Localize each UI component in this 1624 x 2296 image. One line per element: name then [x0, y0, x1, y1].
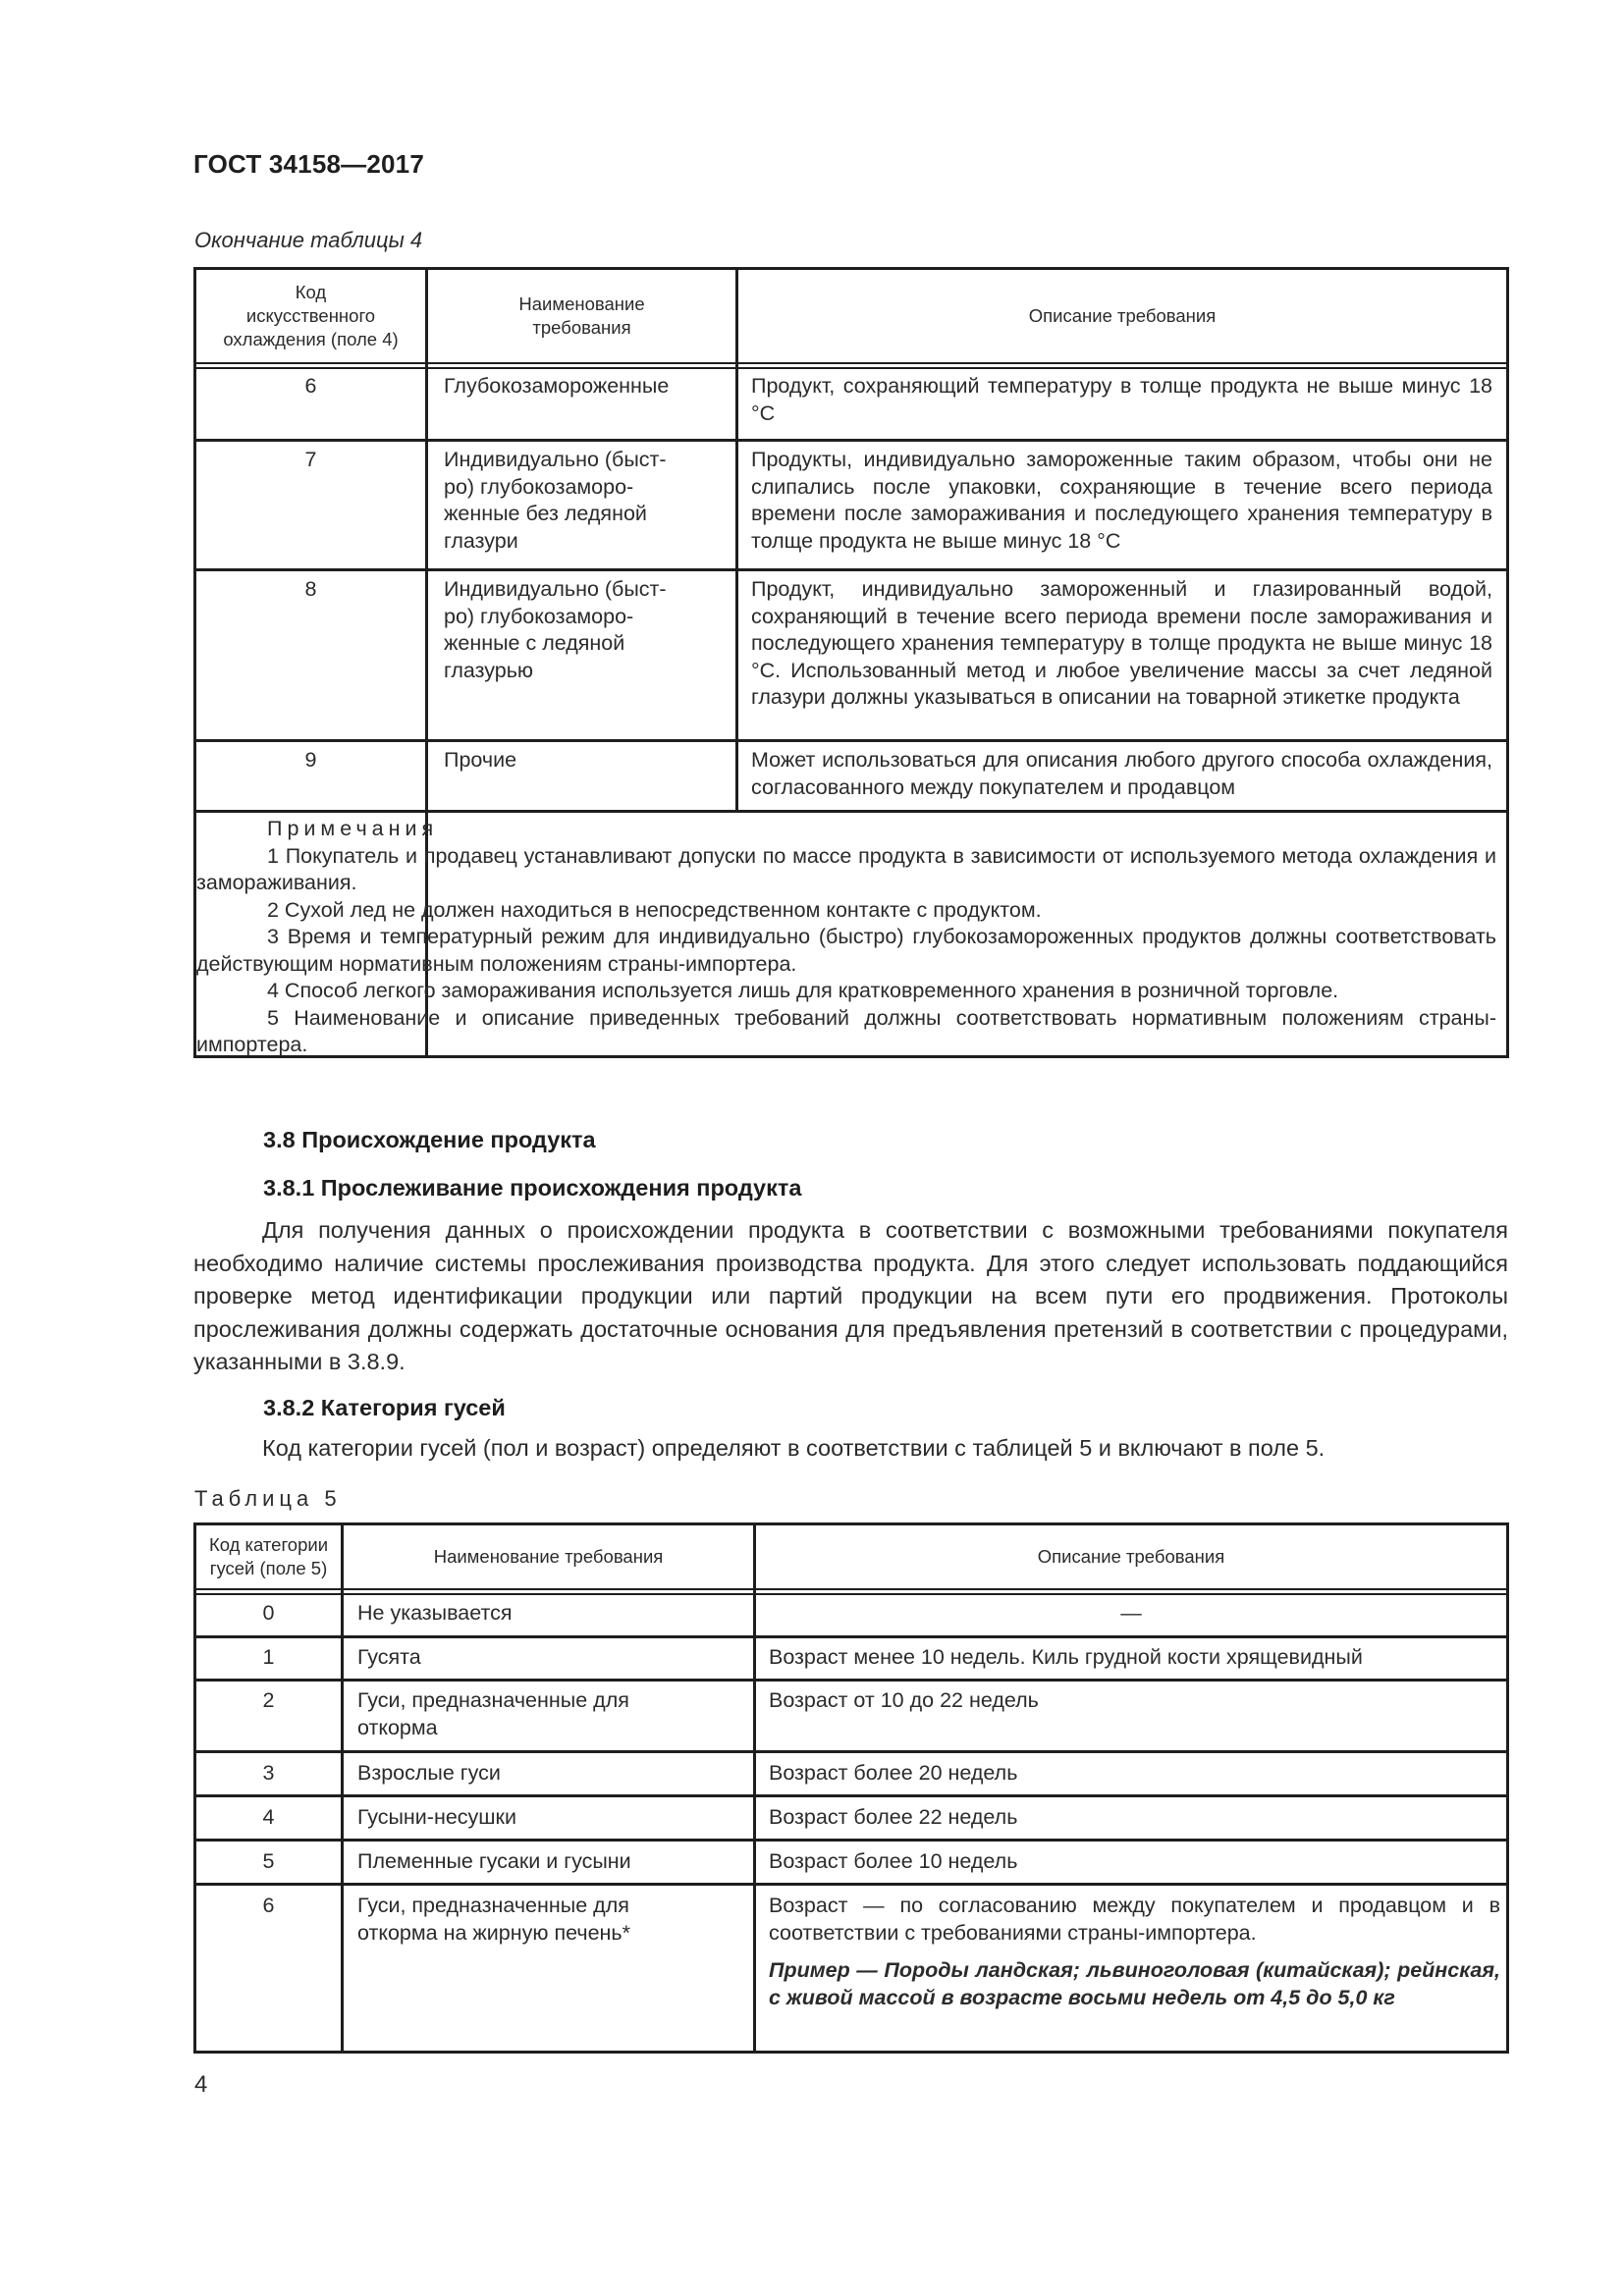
table4-row-sep-8 [196, 739, 1506, 742]
table4-row6-code: 6 [304, 374, 317, 398]
table5-row0-name: Не указывается [357, 1601, 513, 1625]
table4-row8-description: Продукт, индивидуально замороженный и глазированный водой, сохраняющий в течение всего периода времени после замораживания и последующего хранения температуру в толще продукта не выше минус 18 °С. Использованный метод и любое увеличение массы за счет ледяной глазури должны указываться в описании на товарной этикетке продукта [751, 577, 1492, 709]
table5-row3-code: 3 [262, 1761, 275, 1785]
section-3-8-2-paragraph: Код категории гусей (пол и возраст) определяют в соответствии с таблицей 5 и включают в поле 5. [262, 1435, 1326, 1461]
table4-continuation-caption: Окончание таблицы 4 [194, 228, 423, 252]
page-number: 4 [194, 2071, 208, 2098]
table5-row6-name: Гуси, предназначенные для откорма на жирную печень* [357, 1894, 630, 1945]
table4-row8-code: 8 [304, 577, 317, 601]
table5-row3-description: Возраст более 20 недель [769, 1761, 1018, 1785]
table5-row0-description: — [1120, 1601, 1142, 1625]
table5-row-sep-4 [196, 1839, 1506, 1842]
table4-row8-name: Индивидуально (быст- ро) глубокозаморо- женные с ледяной глазурью [444, 577, 667, 682]
note-1: 1 Покупатель и продавец устанавливают допуски по массе продукта в зависимости от используемого метода охлаждения и замораживания. [196, 843, 1496, 894]
table5-row5-code: 5 [262, 1849, 275, 1873]
section-3-8-1-heading: 3.8.1 Прослеживание происхождения продукта [263, 1175, 802, 1201]
table4-row-sep-7 [196, 568, 1506, 571]
table4-row9-name: Прочие [444, 748, 517, 772]
table5-row2-description: Возраст от 10 до 22 недель [769, 1688, 1039, 1712]
table-4 [193, 267, 1509, 1058]
table5-row-sep-2 [196, 1750, 1506, 1753]
table5-header-code: Код категории гусей (поле 5) [208, 1534, 329, 1578]
table5-row-sep-0 [196, 1635, 1506, 1638]
table5-header-line-b [196, 1593, 1506, 1595]
table5-header-name: Наименование требования [433, 1546, 664, 1567]
table4-header-line-a [196, 362, 1506, 364]
table4-row7-code: 7 [304, 448, 317, 471]
table5-row4-name: Гусыни-несушки [357, 1805, 516, 1829]
note-4: 4 Способ легкого замораживания используется лишь для кратковременного хранения в розничной торговле. [267, 979, 1339, 1002]
table4-header-line-b [196, 367, 1506, 369]
table4-row6-name: Глубокозамороженные [444, 374, 670, 398]
table5-row4-code: 4 [262, 1805, 275, 1829]
section-3-8-1-paragraph: Для получения данных о происхождении продукта в соответствии с возможными требованиями покупателя необходимо наличие системы прослеживания производства продукта. Для этого следует использовать поддающийся проверке метод идентификации продукции или партий продукции на всем пути его продвижения. Протоколы прослеживания должны содержать достаточные основания для предъявления претензий в соответствии с процедурами, указанными в 3.8.9. [193, 1217, 1508, 1374]
table5-row6-description: Возраст — по согласованию между покупателем и продавцом и в соответствии с требованиями страны-импортера. [769, 1894, 1500, 1945]
table5-row1-description: Возраст менее 10 недель. Киль грудной кости хрящевидный [769, 1645, 1363, 1669]
table4-row9-description: Может использоваться для описания любого другого способа охлаждения, согласованного между покупателем и продавцом [751, 748, 1492, 799]
table5-row1-code: 1 [262, 1645, 275, 1669]
table5-row3-name: Взрослые гуси [357, 1761, 501, 1785]
note-5: 5 Наименование и описание приведенных требований должны соответствовать нормативным положениям страны-импортера. [196, 1005, 1496, 1056]
table5-row-sep-1 [196, 1679, 1506, 1682]
table5-row2-code: 2 [262, 1688, 275, 1712]
table5-row6-code: 6 [262, 1894, 275, 1917]
section-3-8-heading: 3.8 Происхождение продукта [263, 1127, 596, 1152]
table4-row-sep-9 [196, 810, 1506, 813]
table5-row4-description: Возраст более 22 недель [769, 1805, 1018, 1829]
table5-header-description: Описание требования [1037, 1546, 1225, 1567]
table5-row5-name: Племенные гусаки и гусыни [357, 1849, 631, 1873]
note-3: 3 Время и температурный режим для индивидуально (быстро) глубокозамороженных продуктов должны соответствовать действующим нормативным положениям страны-импортера. [196, 925, 1496, 976]
table5-row1-name: Гусята [357, 1645, 421, 1669]
table4-row7-name: Индивидуально (быст- ро) глубокозаморо- женные без ледяной глазури [444, 448, 667, 553]
table5-col-divider-1 [341, 1525, 344, 2051]
table5-header-line-a [196, 1588, 1506, 1590]
document-title: ГОСТ 34158—2017 [193, 149, 424, 179]
table5-row2-name: Гуси, предназначенные для откорма [357, 1688, 629, 1739]
table4-header-code: Код искусственного охлаждения (поле 4) [223, 282, 399, 349]
section-3-8-2-heading: 3.8.2 Категория гусей [263, 1395, 506, 1420]
notes-title: Примечания [267, 817, 439, 840]
table5-row0-code: 0 [262, 1601, 275, 1625]
note-2: 2 Сухой лед не должен находиться в непосредственном контакте с продуктом. [267, 897, 1042, 922]
table4-header-description: Описание требования [1028, 305, 1217, 326]
table4-notes [196, 816, 1506, 1059]
table-5 [193, 1522, 1509, 2054]
table4-row9-code: 9 [304, 748, 317, 772]
table5-row5-description: Возраст более 10 недель [769, 1849, 1018, 1873]
table4-row7-description: Продукты, индивидуально замороженные таким образом, чтобы они не слипались после упаковки, сохраняющие в течение всего периода времени после замораживания и последующего хранения температуру в толще продукта не выше минус 18 °С [751, 448, 1492, 553]
table5-caption: Таблица 5 [194, 1486, 342, 1511]
table4-row-sep-6 [196, 439, 1506, 442]
table4-row6-description: Продукт, сохраняющий температуру в толще продукта не выше минус 18 °С [751, 374, 1492, 425]
table5-row-sep-5 [196, 1883, 1506, 1886]
table4-header-name: Наименование требования [518, 294, 645, 338]
table5-row6-example: Пример — Породы ландская; львиноголовая (китайская); рейнская, с живой массой в возрасте восьми недель от 4,5 до 5,0 кг [769, 1958, 1500, 2009]
table5-row-sep-3 [196, 1794, 1506, 1797]
